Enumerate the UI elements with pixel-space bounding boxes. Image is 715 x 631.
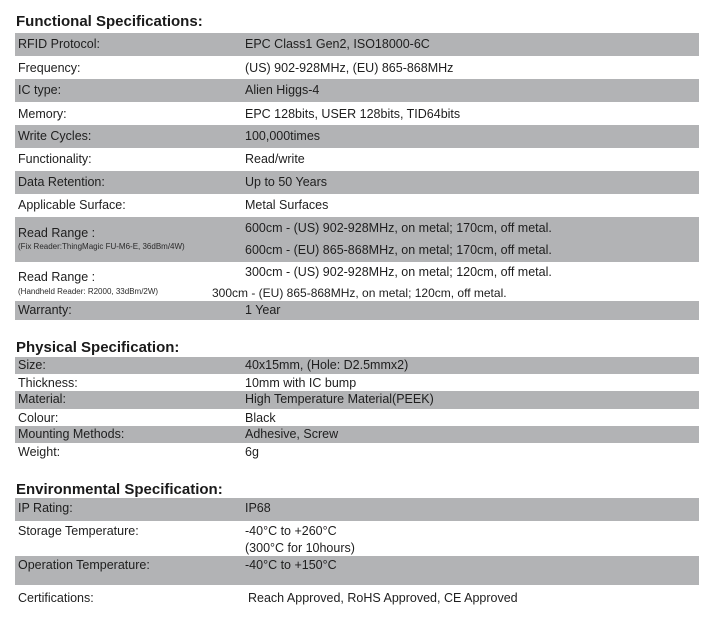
spec-row-certifications: [15, 585, 699, 612]
spec-row-data-retention: [15, 171, 699, 194]
spec-label: Operation Temperature:: [18, 558, 150, 572]
spec-row-frequency: [15, 56, 699, 79]
spec-row-mounting-methods: [15, 426, 699, 443]
spec-value: Black: [245, 411, 276, 425]
spec-value: 100,000times: [245, 129, 321, 143]
spec-value-note: (300°C for 10hours): [245, 541, 355, 555]
spec-label: Memory:: [18, 107, 67, 121]
spec-label: Thickness:: [18, 376, 78, 390]
spec-value: 600cm - (US) 902-928MHz, on metal; 170cm, off metal.: [245, 221, 552, 235]
spec-row-memory: [15, 102, 699, 125]
spec-label: Mounting Methods:: [18, 427, 125, 441]
spec-sublabel: (Fix Reader:ThingMagic FU-M6-E, 36dBm/4W): [18, 242, 185, 251]
spec-row-functionality: [15, 148, 699, 171]
spec-row-read-range-handheld: [15, 262, 699, 301]
spec-label: Warranty:: [18, 303, 72, 317]
spec-label: IP Rating:: [18, 501, 73, 515]
spec-label: Material:: [18, 392, 66, 406]
spec-row-size: [15, 357, 699, 374]
spec-label: Frequency:: [18, 61, 81, 75]
spec-value: High Temperature Material(PEEK): [245, 392, 434, 406]
spec-label: Functionality:: [18, 152, 92, 166]
spec-value: EPC Class1 Gen2, ISO18000-6C: [245, 37, 430, 51]
spec-value: 300cm - (EU) 865-868MHz, on metal; 120cm, off metal.: [212, 286, 507, 300]
spec-label: Applicable Surface:: [18, 198, 126, 212]
spec-row-ip-rating: [15, 498, 699, 521]
spec-row-ic-type: [15, 79, 699, 102]
spec-row-material: [15, 391, 699, 409]
environmental-spec-heading: Environmental Specification:: [16, 481, 223, 498]
spec-label: Data Retention:: [18, 175, 105, 189]
spec-row-colour: [15, 409, 699, 426]
spec-value: Read/write: [245, 152, 305, 166]
spec-value: Adhesive, Screw: [245, 427, 339, 441]
spec-value: Reach Approved, RoHS Approved, CE Approved: [248, 591, 518, 605]
spec-value: Alien Higgs-4: [245, 83, 320, 97]
spec-label: RFID Protocol:: [18, 37, 100, 51]
spec-label: Read Range :: [18, 270, 96, 284]
spec-value: EPC 128bits, USER 128bits, TID64bits: [245, 107, 461, 121]
spec-sublabel: (Handheld Reader: R2000, 33dBm/2W): [18, 287, 159, 296]
spec-value: 10mm with IC bump: [245, 376, 357, 390]
spec-value: 6g: [245, 445, 259, 459]
spec-label: Read Range :: [18, 226, 96, 240]
spec-label: Size:: [18, 358, 46, 372]
spec-row-storage-temperature: [15, 521, 699, 556]
physical-spec-heading: Physical Specification:: [16, 339, 180, 356]
spec-label: Colour:: [18, 411, 59, 425]
spec-value: Metal Surfaces: [245, 198, 329, 212]
spec-label: IC type:: [18, 83, 62, 97]
spec-value: -40°C to +260°C: [245, 524, 337, 538]
spec-label: Storage Temperature:: [18, 524, 139, 538]
spec-value: 1 Year: [245, 303, 281, 317]
spec-value: -40°C to +150°C: [245, 558, 337, 572]
spec-label: Write Cycles:: [18, 129, 92, 143]
spec-value: (US) 902-928MHz, (EU) 865-868MHz: [245, 61, 454, 75]
spec-value: 300cm - (US) 902-928MHz, on metal; 120cm, off metal.: [245, 265, 552, 279]
spec-row-write-cycles: [15, 125, 699, 148]
functional-specs-heading: Functional Specifications:: [16, 13, 203, 30]
spec-label: Weight:: [18, 445, 61, 459]
spec-value: Up to 50 Years: [245, 175, 328, 189]
spec-value: IP68: [245, 501, 271, 515]
spec-row-warranty: [15, 301, 699, 320]
spec-row-thickness: [15, 374, 699, 391]
spec-row-rfid-protocol: [15, 33, 699, 56]
spec-label: Certifications:: [18, 591, 94, 605]
spec-row-applicable-surface: [15, 194, 699, 217]
spec-value: 600cm - (EU) 865-868MHz, on metal; 170cm, off metal.: [245, 243, 552, 257]
spec-row-operation-temperature: [15, 556, 699, 585]
spec-value: 40x15mm, (Hole: D2.5mmx2): [245, 358, 409, 372]
spec-row-weight: [15, 443, 699, 462]
spec-row-read-range-fixed: [15, 217, 699, 262]
